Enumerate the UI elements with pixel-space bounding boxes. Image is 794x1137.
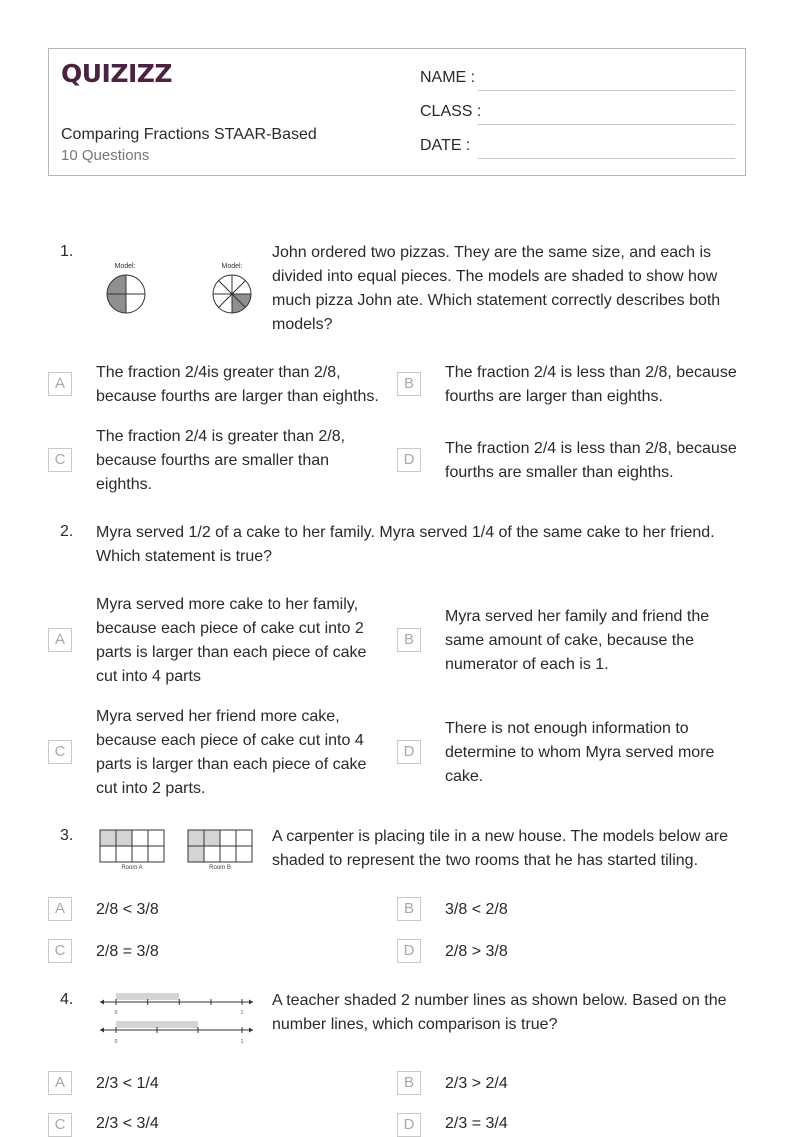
worksheet-header (48, 48, 746, 176)
option-a-box[interactable]: A (48, 1071, 72, 1095)
question-number: 3. (60, 827, 74, 844)
date-line (478, 158, 735, 159)
pizza-eighths-model (213, 275, 251, 313)
room-a-grid (100, 830, 164, 862)
room-a-label: Room A (121, 865, 143, 871)
class-line (478, 124, 735, 125)
option-d-box[interactable]: D (397, 939, 421, 963)
pizza-models-figure (98, 258, 258, 318)
name-label: NAME : (420, 69, 476, 86)
option-c-text: The fraction 2/4 is greater than 2/8, because fourths are smaller than eighths. (96, 428, 346, 493)
number-line-thirds (100, 993, 253, 1005)
option-c-box[interactable]: C (48, 448, 72, 472)
option-d-text: The fraction 2/4 is less than 2/8, because fourths are smaller than eighths. (445, 440, 737, 481)
room-b-label: Room B (209, 865, 231, 871)
option-c-box[interactable]: C (48, 939, 72, 963)
option-a-box[interactable]: A (48, 372, 72, 396)
option-d-box[interactable]: D (397, 448, 421, 472)
option-a-box[interactable]: A (48, 897, 72, 921)
option-b-text: 2/3 > 2/4 (445, 1075, 508, 1092)
question-number: 4. (60, 991, 74, 1008)
question-text: John ordered two pizzas. They are the same size, and each is divided into equal pieces. The models are shaded to show how much pizza John ate. Which statement correctly describes both models? (272, 244, 721, 333)
option-b-text: Myra served her family and friend the same amount of cake, because the numerator of each is 1. (445, 608, 710, 673)
question-text: A carpenter is placing tile in a new house. The models below are shaded to represent the two rooms that he has started tiling. (272, 828, 728, 869)
option-b-box[interactable]: B (397, 628, 421, 652)
option-d-text: There is not enough information to determine to whom Myra served more cake. (445, 720, 715, 785)
question-text: Myra served 1/2 of a cake to her family. Myra served 1/4 of the same cake to her friend. Which statement is true? (96, 524, 715, 565)
room-b-grid (188, 830, 252, 862)
model-label: Model: (221, 263, 243, 270)
model-label: Model: (114, 263, 136, 270)
option-d-text: 2/8 > 3/8 (445, 943, 508, 960)
option-a-box[interactable]: A (48, 628, 72, 652)
option-c-text: Myra served her friend more cake, because each piece of cake cut into 4 parts is larger than each piece of cake cut into 2 parts. (96, 708, 367, 797)
date-field[interactable] (420, 135, 735, 159)
option-a-text: The fraction 2/4is greater than 2/8, because fourths are larger than eighths. (96, 364, 379, 405)
option-c-text: 2/3 < 3/4 (96, 1115, 159, 1132)
option-a-text: 2/3 < 1/4 (96, 1075, 159, 1092)
tick-label-one: 1 (240, 1010, 244, 1016)
option-c-box[interactable]: C (48, 740, 72, 764)
question-count: 10 Questions (61, 147, 150, 164)
name-line (478, 90, 735, 91)
class-label: CLASS : (420, 103, 482, 120)
question-text: A teacher shaded 2 number lines as shown below. Based on the number lines, which comparison is true? (272, 992, 727, 1033)
tick-label-one: 1 (240, 1039, 244, 1045)
number-lines-figure (98, 988, 258, 1050)
option-d-box[interactable]: D (397, 740, 421, 764)
option-d-box[interactable]: D (397, 1113, 421, 1137)
quizizz-logo: QUIZIZZ (61, 59, 173, 88)
option-b-box[interactable]: B (397, 1071, 421, 1095)
worksheet-title: Comparing Fractions STAAR-Based (61, 126, 317, 143)
option-b-text: 3/8 < 2/8 (445, 901, 508, 918)
option-a-text: Myra served more cake to her family, because each piece of cake cut into 2 parts is larger than each piece of cake cut into 4 parts (96, 596, 367, 685)
tick-label-zero: 0 (114, 1010, 118, 1016)
class-field[interactable] (420, 101, 735, 125)
question-number: 1. (60, 243, 74, 260)
name-field[interactable] (420, 67, 735, 91)
question-number: 2. (60, 523, 74, 540)
option-b-box[interactable]: B (397, 897, 421, 921)
tick-label-zero: 0 (114, 1039, 118, 1045)
option-d-text: 2/3 = 3/4 (445, 1115, 508, 1132)
tile-models-figure (98, 828, 258, 872)
option-c-text: 2/8 = 3/8 (96, 943, 159, 960)
option-b-box[interactable]: B (397, 372, 421, 396)
option-a-text: 2/8 < 3/8 (96, 901, 159, 918)
number-line-fourths (100, 1021, 253, 1033)
option-c-box[interactable]: C (48, 1113, 72, 1137)
option-b-text: The fraction 2/4 is less than 2/8, because fourths are larger than eighths. (445, 364, 737, 405)
date-label: DATE : (420, 137, 471, 154)
pizza-fourths-model (107, 275, 145, 313)
